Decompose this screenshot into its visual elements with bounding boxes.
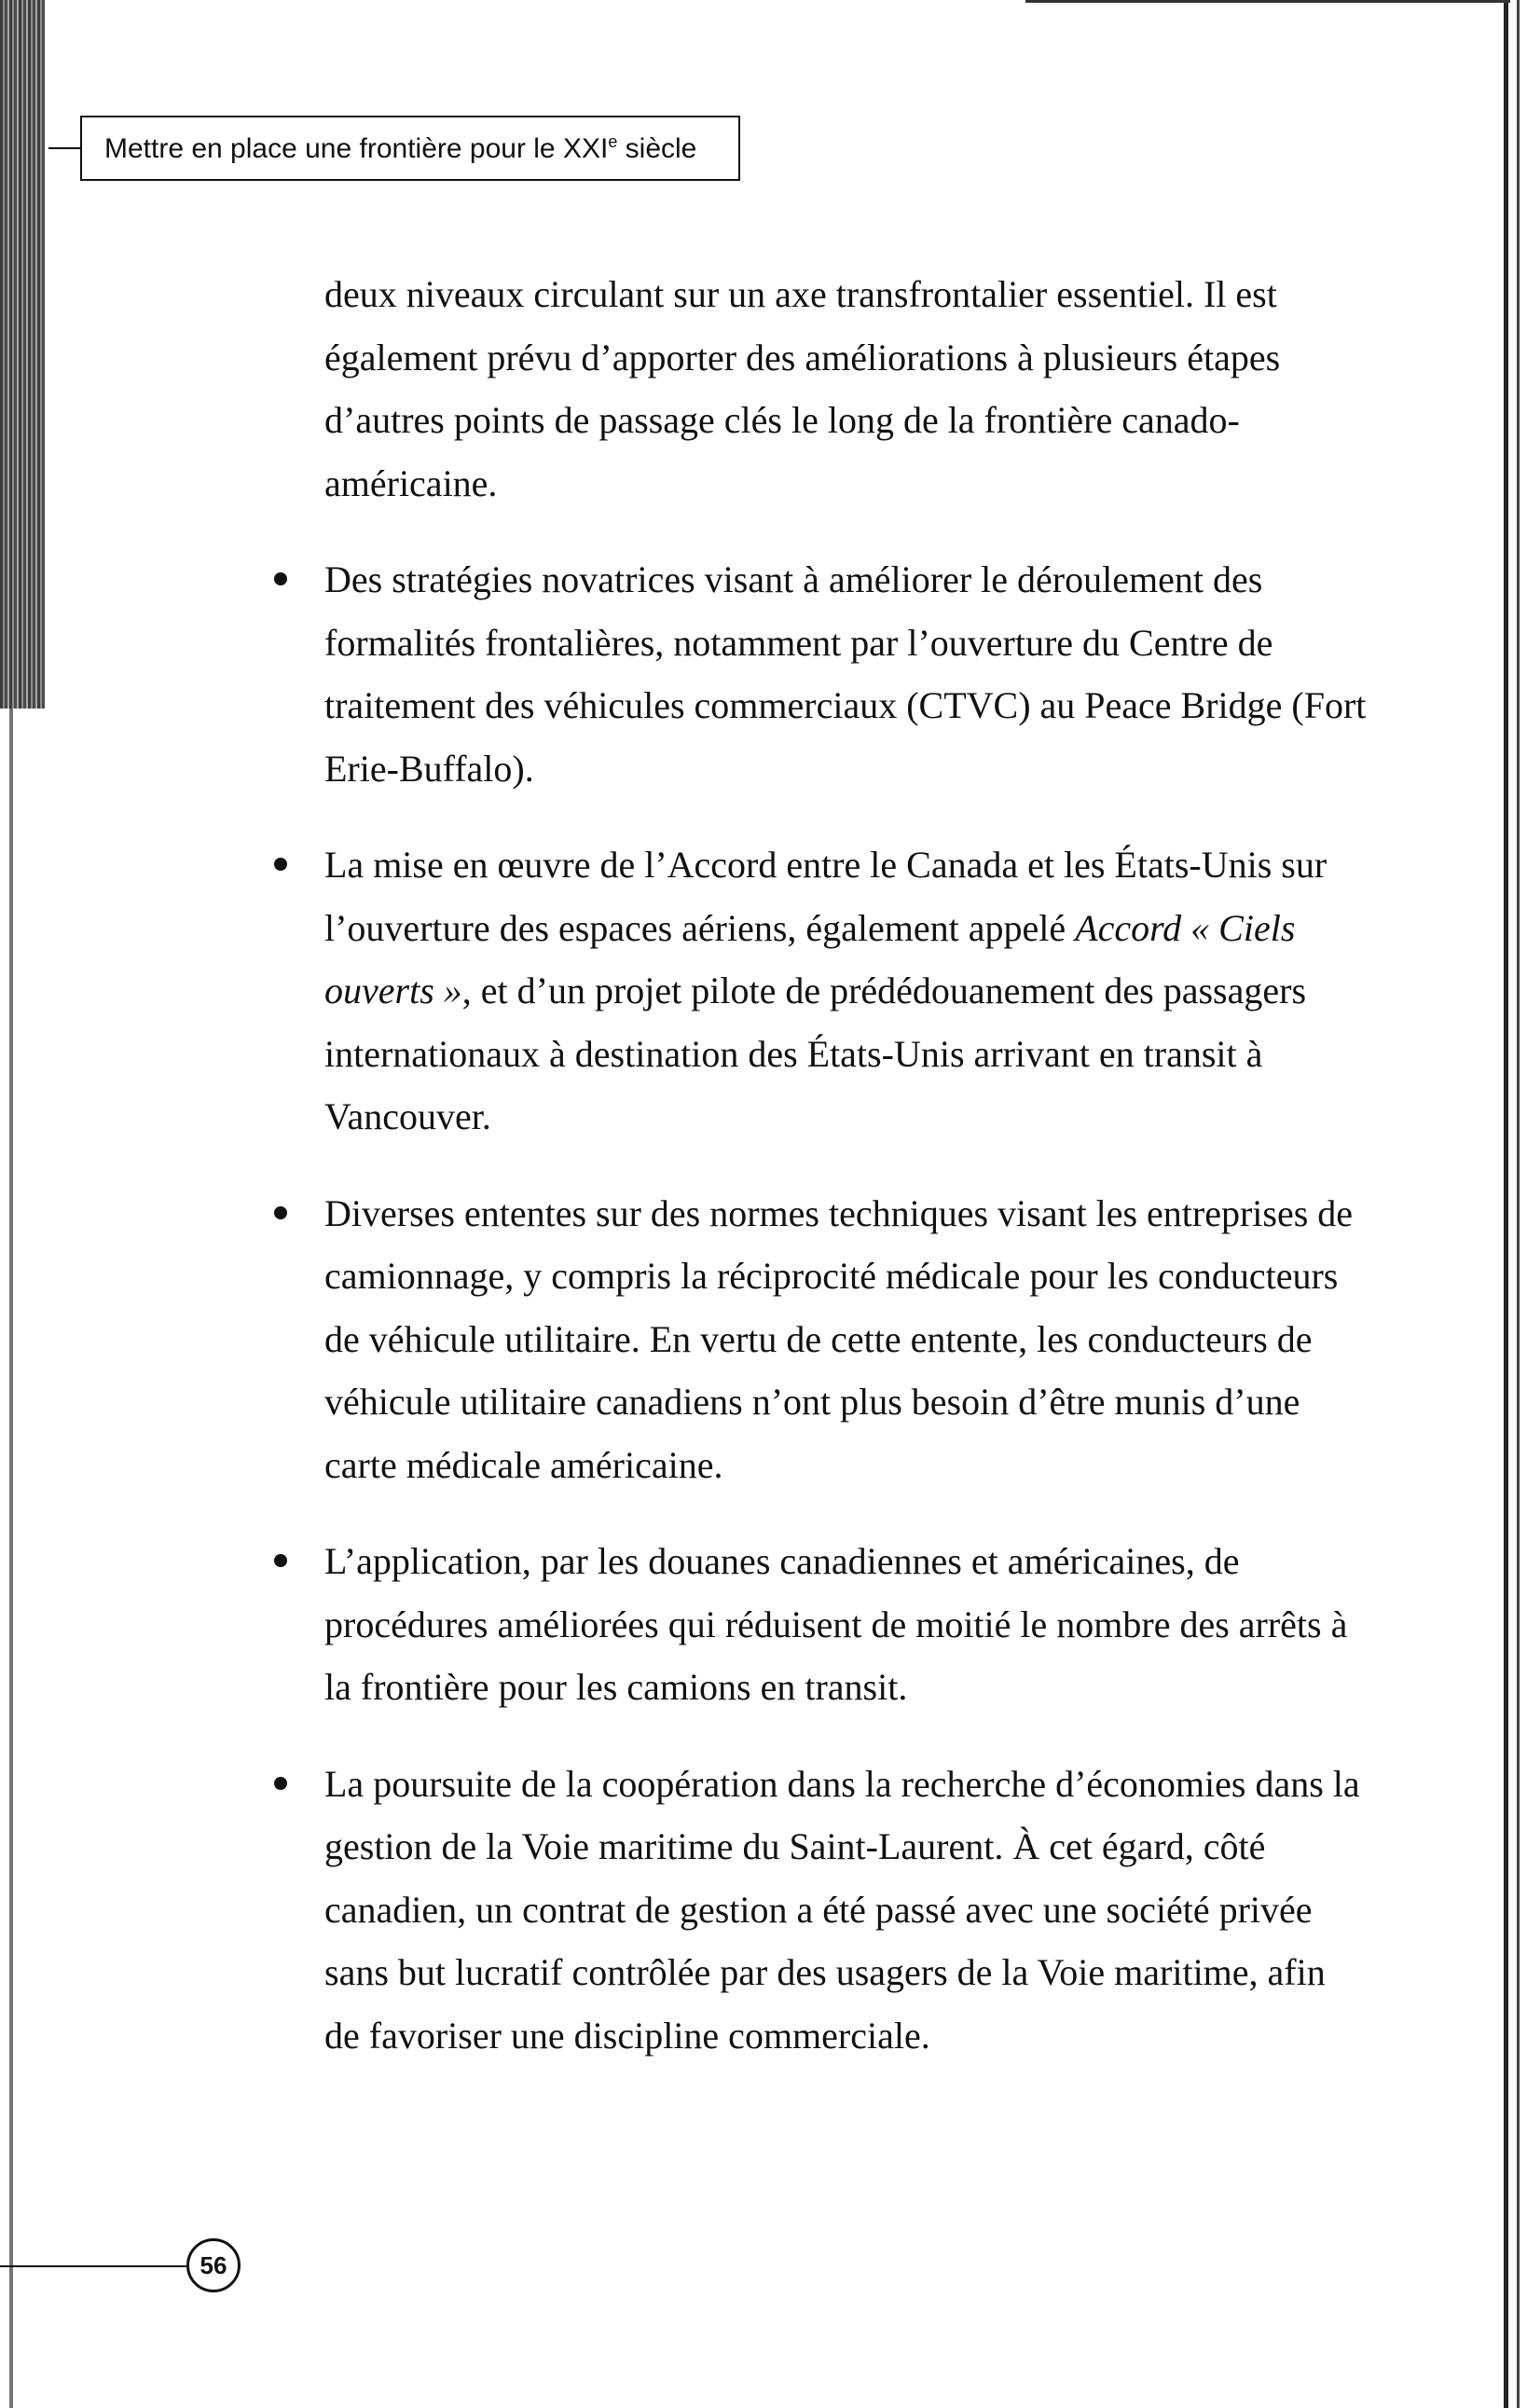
right-edge-border bbox=[1504, 0, 1508, 2408]
footer-rule bbox=[0, 2265, 186, 2267]
list-item-text: La poursuite de la coopération dans la recherche d’économies dans la gestion de la Voie maritime du Saint-Laurent. À cet égard, côté canadien, un contrat de gestion a été passé avec une société privée sans but lucratif contrôlée par des usagers de la Voie maritime, afin de favoriser une discipline commerciale. bbox=[324, 1762, 1360, 2057]
list-item bbox=[324, 548, 1369, 800]
intro-paragraph: deux niveaux circulant sur un axe transfrontalier essentiel. Il est également prévu d’apporter des améliorations à plusieurs étapes d’autres points de passage clés le long de la frontière canado-américaine. bbox=[324, 273, 1281, 504]
bullet-icon bbox=[274, 1206, 287, 1219]
page-number: 56 bbox=[186, 2238, 241, 2292]
top-rule bbox=[1025, 0, 1510, 3]
bullet-list bbox=[324, 548, 1369, 2067]
list-item bbox=[324, 833, 1369, 1149]
bullet-icon bbox=[274, 1554, 287, 1567]
list-item-text: Des stratégies novatrices visant à améliorer le déroulement des formalités frontalières, notamment par l’ouverture du Centre de traitement des véhicules commerciaux (CTVC) au Peace Bridge (Fort Erie-Buffalo). bbox=[324, 558, 1367, 790]
bullet-icon bbox=[274, 1777, 287, 1790]
main-content bbox=[324, 263, 1369, 2100]
list-item-text: Diverses ententes sur des normes techniques visant les entreprises de camionnage, y compris la réciprocité médicale pour les conducteurs de véhicule utilitaire. En vertu de cette entente, les conducteurs de véhicule utilitaire canadiens n’ont plus besoin d’être munis d’une carte médicale américaine. bbox=[324, 1191, 1354, 1486]
binding-edge-line bbox=[9, 709, 13, 2408]
running-header bbox=[80, 116, 740, 181]
list-item-text: L’application, par les douanes canadiennes et américaines, de procédures améliorées qui réduisent de moitié le nombre des arrêts à la frontière pour les camions en transit. bbox=[324, 1540, 1348, 1708]
bullet-icon bbox=[274, 572, 287, 585]
list-item bbox=[324, 1753, 1369, 2068]
bullet-icon bbox=[274, 858, 287, 871]
list-item bbox=[324, 1530, 1369, 1719]
right-edge-border-outer bbox=[1517, 0, 1520, 2408]
binding-shadow bbox=[0, 0, 45, 709]
italic-title: Accord « Ciels ouverts » bbox=[324, 906, 1296, 1011]
list-item-text: La mise en œuvre de l’Accord entre le Canada et les États-Unis sur l’ouverture des espaces aériens, également appelé Accord « Ciels ouverts », et d’un projet pilote de prédédouanement des passagers internationaux à destination des États-Unis arrivant en transit à Vancouver. bbox=[324, 844, 1328, 1137]
header-connector-line bbox=[48, 147, 80, 149]
list-item bbox=[324, 1182, 1369, 1497]
running-header-text: Mettre en place une frontière pour le XXIe siècle bbox=[104, 131, 697, 164]
